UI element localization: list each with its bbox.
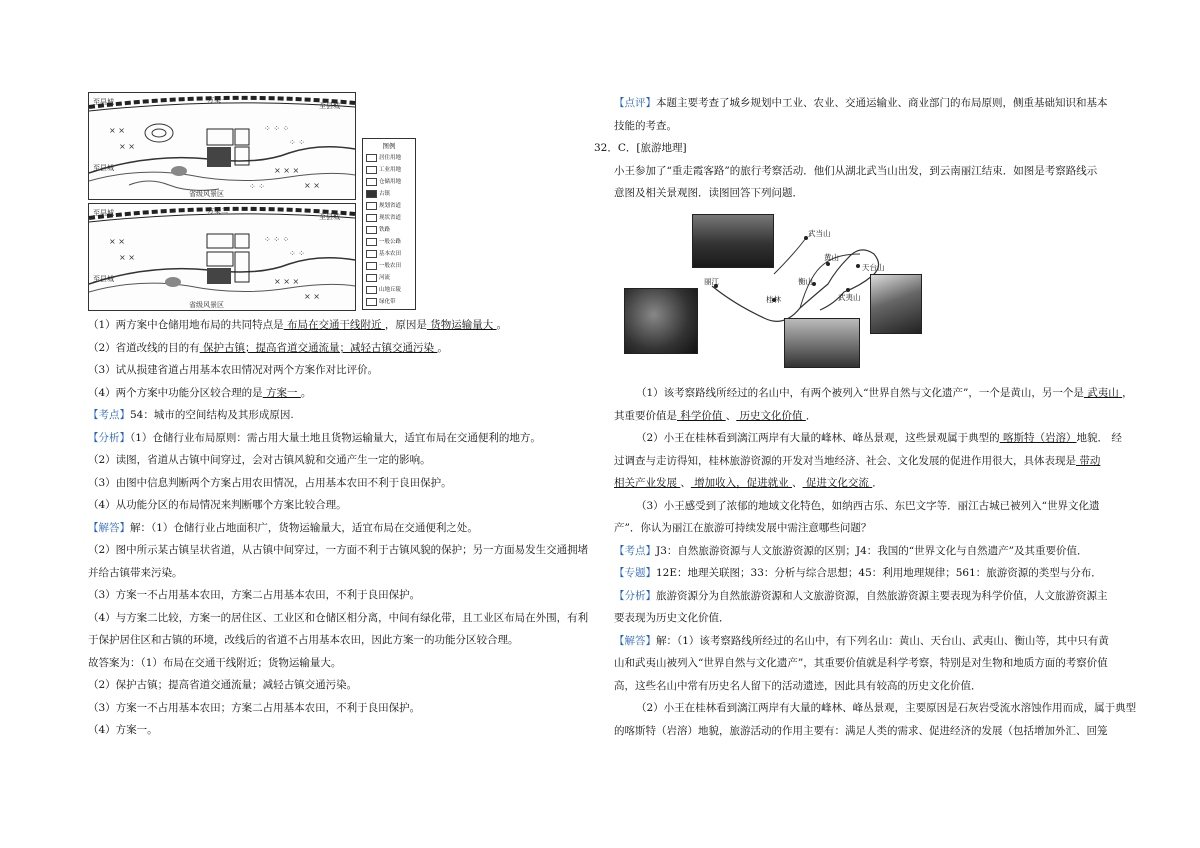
place-label: 武当山: [808, 229, 831, 238]
jieda-line: 于保护居住区和古镇的环境，改线后的省道不占用基本农田，因此方案一的功能分区较合理。: [88, 634, 519, 646]
q2-answer-line: 相关产业发展 、 增加收入，促进就业 、 促进文化交流 ．: [614, 477, 883, 489]
answer-science-value: 科学价值: [677, 409, 726, 422]
legend-item: 绿化带: [366, 297, 414, 307]
answer-income: 增加收入，促进就业: [690, 477, 793, 489]
answer-summary-line: （2）保护古镇；提高省道交通流量；减轻古镇交通污染。: [88, 679, 358, 691]
jieda-line: （4）与方案二比较，方案一的居住区、工业区和仓储区相分离，中间有绿化带，且工业区布局在外围，有利: [88, 611, 589, 624]
kaodian-tag: 【考点】: [88, 409, 130, 421]
legend-item: 一般农田: [366, 261, 414, 271]
jieda-line: 【解答】解：（1）仓储行业占地面积广，货物运输量大，适宜布局在交通便利之处。: [88, 521, 478, 534]
legend-item: 规划省道: [366, 201, 414, 211]
place-label: 黄山: [824, 253, 839, 262]
answer-1b: 货物运输量大: [426, 319, 497, 331]
question-4-line: （4）两个方案中功能分区较合理的是 方案一 。: [88, 386, 312, 399]
intro-line: 小王参加了“重走霞客路”的旅行考察活动．他们从湖北武当山出发，到云南丽江结束．如图是考察路线示: [614, 164, 1098, 177]
jieda-line: 高，这些名山中常有历史名人留下的活动遗迹，因此具有较高的历史文化价值．: [614, 679, 982, 692]
jieda-line: 【解答】解：（1）该考察路线所经过的名山中，有下列名山：黄山、天台山、武夷山、衡山等，其中只有黄: [614, 634, 1109, 647]
svg-text:× ×: × ×: [304, 181, 320, 190]
zhuanti-line: 【专题】12E：地理关联图；33：分析与综合思想；45：利用地理规律；561：旅游资源的类型与分布．: [614, 567, 1102, 579]
legend-item: 山地丘陵: [366, 285, 414, 295]
map2-right-label: 至县城: [319, 213, 340, 221]
answer-history-value: 历史文化价值: [736, 409, 806, 422]
fenxi-line: 【分析】（1）仓储行业布局原则：需占用大量土地且货物运输量大，适宜布局在交通便利的地方。: [88, 431, 541, 444]
legend-item: 工业用地: [366, 165, 414, 175]
plan-one-title: 方案一: [207, 96, 228, 104]
wuyi-photo: [870, 274, 922, 334]
jieda-line: （3）方案一不占用基本农田，方案二占用基本农田，不利于良田保护。: [88, 589, 421, 601]
place-label: 丽江: [704, 277, 719, 286]
fenxi-line: （2）读图，省道从古镇中间穿过，会对古镇风貌和交通产生一定的影响。: [88, 454, 431, 466]
map1-left-label: 至县城: [93, 98, 114, 106]
q1-value-line: 其重要价值是 科学价值 、 历史文化价值 ．: [614, 409, 817, 422]
svg-text:× ×: × ×: [119, 253, 135, 262]
jieda-line: （2）图中所示某古镇呈状省道，从古镇中间穿过，一方面不利于古镇风貌的保护；另一方面易发生交通拥堵: [88, 544, 589, 556]
answer-1a: 布局在交通干线附近: [283, 319, 385, 331]
zhuanti-tag: 【专题】: [614, 567, 656, 579]
jieda-line: 并给古镇带来污染。: [88, 566, 183, 579]
plan-one-map: [88, 92, 356, 200]
svg-text:× × ×: × × ×: [274, 166, 300, 175]
answer-summary-line: （4）方案一。: [88, 724, 158, 736]
svg-text:⁘ ⁘ ⁘: ⁘ ⁘ ⁘: [264, 235, 290, 244]
jieda-line: （2）小王在桂林看到漓江两岸有大量的峰林、峰丛景观，主要原因是石灰岩受流水溶蚀作用而成，属于典型: [636, 702, 1137, 714]
svg-text:× ×: × ×: [109, 237, 125, 246]
q3-line: 产”．你认为丽江在旅游可持续发展中需注意哪些问题？: [614, 522, 872, 534]
legend-item: 河流: [366, 273, 414, 283]
question-32-heading: 32．C．[旅游地理]: [594, 142, 687, 154]
q2-line: 过调查与走访得知，桂林旅游资源的开发对当地经济、社会、文化发展的促进作用很大，具体表现是 带动: [614, 454, 1101, 467]
legend-item: 现状省道: [366, 213, 414, 223]
dianping-tag: 【点评】: [614, 97, 656, 109]
answer-summary-line: 故答案为：（1）布局在交通干线附近；货物运输量大。: [88, 656, 342, 669]
svg-text:× ×: × ×: [119, 142, 135, 151]
kaodian-line: 【考点】54：城市的空间结构及其形成原因.: [88, 409, 294, 421]
jieda-line: 山和武夷山被列入“世界自然与文化遗产”，其重要价值就是科学考察，特别是对生物和地质方面的考察价值: [614, 657, 1108, 669]
answer-drive: 带动: [1076, 454, 1101, 467]
map2-left-label: 至县城: [93, 209, 114, 217]
map1-town-label: 至县城: [93, 164, 114, 172]
legend-item: 古镇: [366, 189, 414, 199]
plan-two-map: [88, 203, 356, 311]
dianping-line: 技能的考查。: [614, 119, 677, 132]
map2-scenic-label: 省级风景区: [189, 301, 224, 309]
wudang-photo: [692, 214, 774, 268]
place-label: 衡山: [798, 277, 813, 286]
legend-title: 图例: [382, 142, 396, 150]
answer-wuyishan: 武夷山: [1083, 387, 1123, 399]
fenxi-tag: 【分析】: [614, 589, 656, 602]
legend-item: 基本农田: [366, 249, 414, 259]
plan-one-map-drawing: [89, 93, 355, 199]
jieda-line: 的喀斯特（岩溶）地貌，旅游活动的作用主要有：满足人类的需求、促进经济的发展（包括增加外汇、回笼: [614, 724, 1108, 737]
right-column-top: [594, 92, 1130, 205]
legend-item: 仓储用地: [366, 177, 414, 187]
kaodian-tag: 【考点】: [614, 544, 656, 557]
right-column-bottom: [614, 382, 1137, 742]
fenxi-tag: 【分析】: [88, 431, 130, 444]
route-figure: [624, 214, 920, 366]
map2-town-label: 至县城: [93, 275, 114, 283]
kaodian-line: 【考点】J3：自然旅游资源与人文旅游资源的区别；J4：我国的“世界文化与自然遗产”及其重要价值．: [614, 544, 1088, 557]
plan-two-title: 方案二: [207, 207, 228, 215]
q1-line: （1）该考察路线所经过的名山中，有两个被列入“世界自然与文化遗产”，一个是黄山，另一个是 武夷山 ，: [636, 387, 1133, 399]
svg-text:⁘ ⁘: ⁘ ⁘: [249, 182, 265, 191]
svg-text:× ×: × ×: [109, 126, 125, 135]
answer-summary-line: （3）方案一不占用基本农田；方案二占用基本农田，不利于良田保护。: [88, 701, 421, 714]
place-label: 桂林: [766, 295, 781, 304]
svg-text:⁘ ⁘: ⁘ ⁘: [289, 249, 305, 258]
left-column: [88, 314, 596, 742]
answer-4: 方案一: [262, 386, 301, 399]
answer-2: 保护古镇；提高省道交通流量；减轻古镇交通污染: [199, 341, 438, 354]
lijiang-photo: [624, 288, 698, 354]
dianping-line: 【点评】本题主要考查了城乡规划中工业、农业、交通运输业、商业部门的布局原则，侧重基础知识和基本: [614, 97, 1108, 109]
legend-item: 铁路: [366, 225, 414, 235]
guilin-photo: [784, 318, 860, 368]
svg-text:⁘ ⁘: ⁘ ⁘: [289, 138, 305, 147]
answer-karst: 喀斯特（岩溶）: [999, 432, 1077, 444]
intro-line: 意图及相关景观图．读图回答下列问题．: [614, 187, 803, 199]
svg-text:× × ×: × × ×: [274, 277, 300, 286]
question-3-line: （3）试从损建省道占用基本农田情况对两个方案作对比评价。: [88, 364, 379, 376]
map1-scenic-label: 省级风景区: [189, 190, 224, 198]
svg-text:⁘ ⁘ ⁘: ⁘ ⁘ ⁘: [264, 124, 290, 133]
jieda-tag: 【解答】: [614, 634, 656, 647]
fenxi-line: 【分析】旅游资源分为自然旅游资源和人文旅游资源，自然旅游资源主要表现为科学价值，人文旅游资源主: [614, 589, 1108, 602]
answer-culture: 促进文化交流: [802, 477, 873, 489]
map-legend: [362, 138, 416, 310]
legend-item: 一般公路: [366, 237, 414, 247]
fenxi-line: （3）由图中信息判断两个方案占用农田情况，占用基本农田不利于良田保护。: [88, 476, 452, 489]
fenxi-line: 要表现为历史文化价值．: [614, 612, 730, 624]
q3-line: （3）小王感受到了浓郁的地域文化特色，如纳西古乐、东巴文字等．丽江古城已被列入“世界文化遗: [636, 499, 1100, 512]
place-label: 天台山: [862, 263, 885, 272]
question-1-line: （1）两方案中仓储用地布局的共同特点是 布局在交通干线附近 ，原因是 货物运输量大 。: [88, 319, 508, 331]
legend-item: 居住用地: [366, 153, 414, 163]
question-2-line: （2）省道改线的目的有 保护古镇；提高省道交通流量；减轻古镇交通污染 。: [88, 341, 448, 354]
fenxi-line: （4）从功能分区的布局情况来判断哪个方案比较合理。: [88, 499, 347, 511]
map1-right-label: 至县城: [319, 102, 340, 110]
q2-line: （2）小王在桂林看到漓江两岸有大量的峰林、峰丛景观，这些景观属于典型的 喀斯特（岩溶）地貌． 经: [636, 432, 1122, 444]
plan-two-map-drawing: [89, 204, 355, 310]
place-label: 武夷山: [838, 293, 861, 302]
answer-industry: 相关产业发展: [614, 477, 681, 489]
svg-text:× ×: × ×: [304, 292, 320, 301]
jieda-tag: 【解答】: [88, 521, 130, 534]
